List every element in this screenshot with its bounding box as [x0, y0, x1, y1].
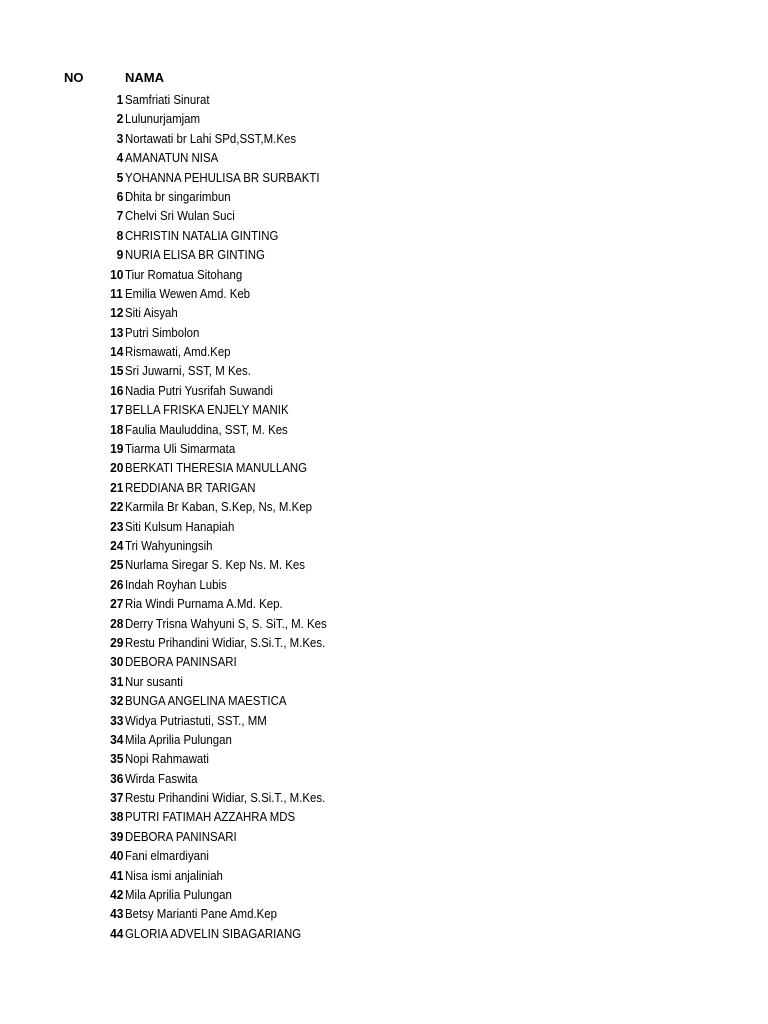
table-row [0, 633, 768, 652]
row-name: NURIA ELISA BR GINTING [125, 247, 265, 263]
row-number: 1 [116, 92, 123, 107]
table-row [0, 827, 768, 846]
table-row [0, 497, 768, 516]
table-row [0, 168, 768, 187]
table-row [0, 226, 768, 245]
row-number: 27 [109, 596, 123, 612]
row-number: 39 [109, 828, 123, 844]
row-name: Mila Aprilia Pulungan [125, 887, 232, 903]
table-row [0, 807, 768, 826]
row-name: Karmila Br Kaban, S.Kep, Ns, M.Kep [125, 499, 312, 515]
table-row [0, 749, 768, 768]
row-number: 17 [109, 402, 123, 418]
row-name: Siti Aisyah [125, 305, 178, 321]
row-name: Betsy Marianti Pane Amd.Kep [125, 906, 277, 922]
row-name: Mila Aprilia Pulungan [125, 731, 232, 747]
row-number: 34 [109, 731, 123, 747]
table-row [0, 730, 768, 749]
row-number: 21 [109, 479, 123, 495]
row-name: GLORIA ADVELIN SIBAGARIANG [125, 925, 302, 941]
row-number: 35 [109, 751, 123, 767]
table-row [0, 439, 768, 458]
column-header-no: NO [64, 70, 84, 85]
table-row [0, 400, 768, 419]
row-number: 40 [109, 848, 123, 864]
row-number: 43 [109, 906, 123, 922]
table-row [0, 788, 768, 807]
row-name: CHRISTIN NATALIA GINTING [125, 227, 279, 243]
row-name: Dhita br singarimbun [125, 188, 231, 204]
row-name: Nisa ismi anjaliniah [125, 867, 223, 883]
table-row [0, 846, 768, 865]
row-number: 37 [109, 790, 123, 806]
row-number: 41 [109, 867, 123, 883]
table-row [0, 536, 768, 555]
table-row [0, 885, 768, 904]
row-number: 20 [109, 460, 123, 476]
table-row [0, 245, 768, 264]
table-row [0, 924, 768, 943]
row-number: 14 [109, 344, 123, 360]
table-row [0, 284, 768, 303]
row-number: 9 [116, 247, 123, 263]
table-row [0, 478, 768, 497]
table-row [0, 303, 768, 322]
row-name: Restu Prihandini Widiar, S.Si.T., M.Kes. [125, 634, 326, 650]
column-header-nama: NAMA [125, 70, 164, 85]
row-name: Rismawati, Amd.Kep [125, 344, 231, 360]
table-row [0, 904, 768, 923]
row-name: Widya Putriastuti, SST., MM [125, 712, 267, 728]
table-row [0, 575, 768, 594]
row-number: 32 [109, 693, 123, 709]
row-name: Nortawati br Lahi SPd,SST,M.Kes [125, 130, 297, 146]
table-row [0, 517, 768, 536]
row-number: 30 [109, 654, 123, 670]
table-header [0, 70, 768, 88]
row-name: Nurlama Siregar S. Kep Ns. M. Kes [125, 557, 305, 573]
row-name: DEBORA PANINSARI [125, 828, 237, 844]
row-name: Nur susanti [125, 673, 183, 689]
table-row [0, 866, 768, 885]
table-row [0, 691, 768, 710]
table-row [0, 361, 768, 380]
table-row [0, 381, 768, 400]
table-row [0, 711, 768, 730]
row-name: Sri Juwarni, SST, M Kes. [125, 363, 251, 379]
row-name: BUNGA ANGELINA MAESTICA [125, 693, 287, 709]
row-name: BELLA FRISKA ENJELY MANIK [125, 402, 289, 418]
row-number: 13 [109, 324, 123, 340]
table-row [0, 652, 768, 671]
row-number: 31 [109, 673, 123, 689]
row-name: Chelvi Sri Wulan Suci [125, 208, 235, 224]
row-name: Siti Kulsum Hanapiah [125, 518, 235, 534]
table-row [0, 672, 768, 691]
table-row [0, 265, 768, 284]
name-list [0, 90, 768, 943]
table-row [0, 342, 768, 361]
table-row [0, 148, 768, 167]
row-number: 24 [109, 537, 123, 553]
row-name: Nadia Putri Yusrifah Suwandi [125, 382, 273, 398]
row-number: 38 [109, 809, 123, 825]
row-number: 11 [110, 285, 123, 301]
row-name: AMANATUN NISA [125, 150, 219, 166]
row-number: 15 [109, 363, 123, 379]
row-number: 23 [109, 518, 123, 534]
row-name: Tiur Romatua Sitohang [125, 266, 243, 282]
table-row [0, 187, 768, 206]
row-name: Restu Prihandini Widiar, S.Si.T., M.Kes. [125, 790, 326, 806]
row-name: Faulia Mauluddina, SST, M. Kes [125, 421, 288, 437]
row-number: 8 [116, 227, 123, 243]
table-row [0, 420, 768, 439]
row-number: 16 [109, 382, 123, 398]
table-row [0, 206, 768, 225]
row-name: PUTRI FATIMAH AZZAHRA MDS [125, 809, 296, 825]
row-name: Nopi Rahmawati [125, 751, 209, 767]
table-row [0, 129, 768, 148]
table-row [0, 769, 768, 788]
row-number: 7 [116, 208, 123, 224]
row-number: 4 [116, 150, 123, 166]
row-name: Tiarma Uli Simarmata [125, 441, 236, 457]
table-row [0, 458, 768, 477]
row-name: Tri Wahyuningsih [125, 537, 213, 553]
row-number: 33 [109, 712, 123, 728]
row-name: Emilia Wewen Amd. Keb [125, 285, 251, 301]
row-number: 44 [109, 925, 123, 941]
row-name: Wirda Faswita [125, 770, 198, 786]
row-name: Lulunurjamjam [125, 111, 201, 127]
row-number: 6 [116, 188, 123, 204]
row-name: Derry Trisna Wahyuni S, S. SiT., M. Kes [125, 615, 327, 631]
row-number: 12 [109, 305, 123, 321]
table-row [0, 90, 768, 109]
row-number: 18 [109, 421, 123, 437]
row-name: REDDIANA BR TARIGAN [125, 479, 256, 495]
row-name: Samfriati Sinurat [125, 92, 210, 107]
row-number: 26 [109, 576, 123, 592]
row-number: 3 [116, 130, 123, 146]
row-number: 5 [116, 169, 123, 185]
row-name: YOHANNA PEHULISA BR SURBAKTI [125, 169, 320, 185]
row-name: BERKATI THERESIA MANULLANG [125, 460, 308, 476]
row-name: DEBORA PANINSARI [125, 654, 237, 670]
row-number: 36 [109, 770, 123, 786]
table-row [0, 555, 768, 574]
table-row [0, 323, 768, 342]
row-number: 42 [109, 887, 123, 903]
row-number: 25 [109, 557, 123, 573]
row-number: 22 [109, 499, 123, 515]
row-name: Putri Simbolon [125, 324, 200, 340]
table-row [0, 594, 768, 613]
row-number: 10 [109, 266, 123, 282]
row-number: 19 [109, 441, 123, 457]
row-name: Indah Royhan Lubis [125, 576, 227, 592]
table-row [0, 614, 768, 633]
row-number: 28 [109, 615, 123, 631]
row-name: Ria Windi Purnama A.Md. Kep. [125, 596, 283, 612]
row-number: 29 [109, 634, 123, 650]
row-name: Fani elmardiyani [125, 848, 209, 864]
table-row [0, 109, 768, 128]
row-number: 2 [116, 111, 123, 127]
